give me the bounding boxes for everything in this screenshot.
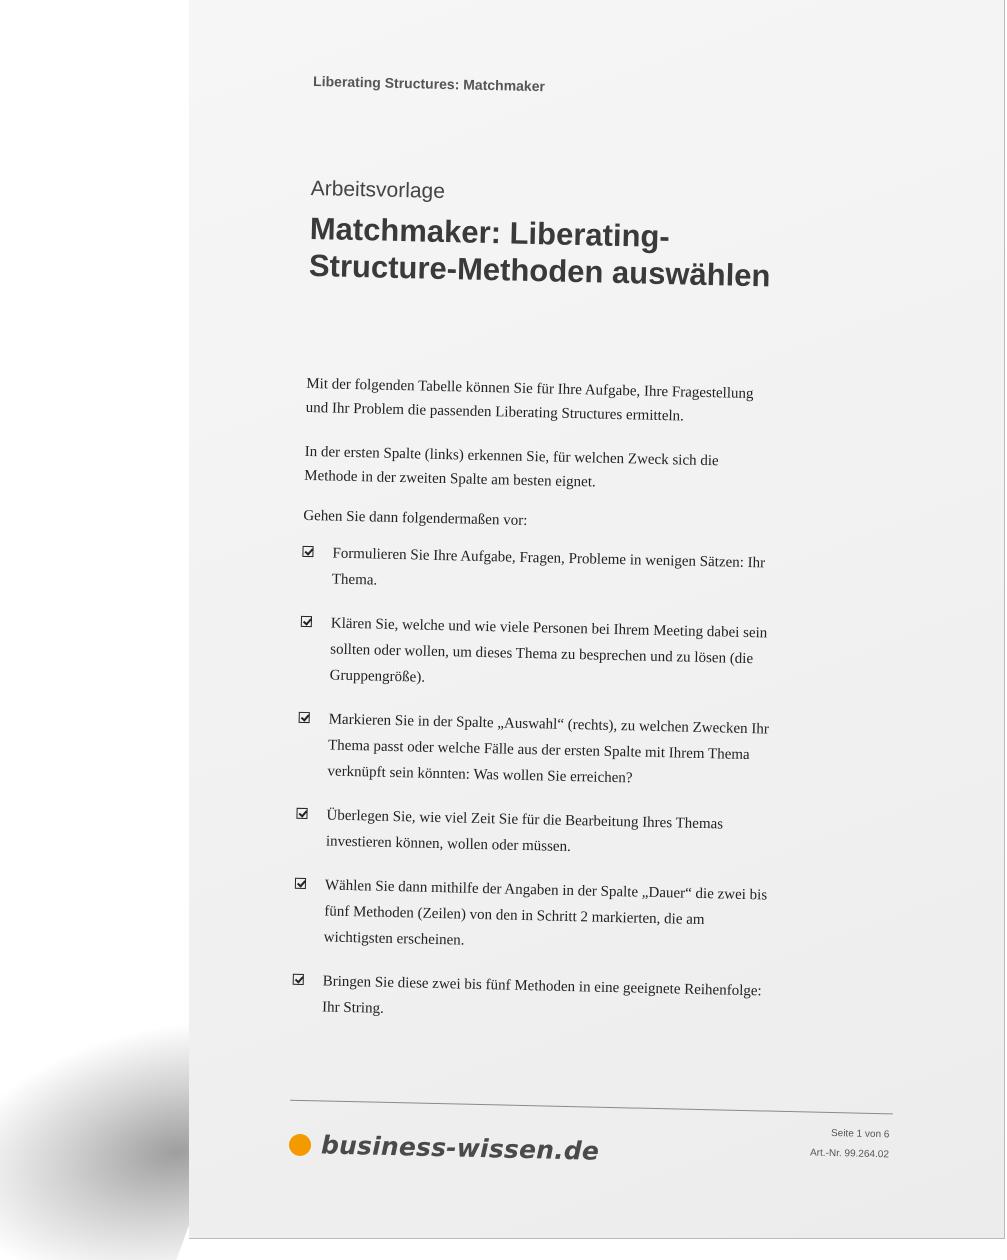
- brand-dot-icon: [289, 1133, 311, 1155]
- brand-name: business-wissen.de: [320, 1130, 600, 1166]
- article-number: Art.-Nr. 99.264.02: [809, 1147, 890, 1161]
- step-text: Markieren Sie in der Spalte „Auswahl“ (rechts), zu welchen Zwecken Ihr Thema passt oder welche Fälle aus der ersten Spalte mit Ihrem Thema verknüpft sein könnten: Was wollen Sie erreichen?: [327, 711, 769, 787]
- steps-list: [292, 540, 783, 1031]
- checkbox-checked-icon: [295, 878, 306, 889]
- checkbox-checked-icon: [293, 974, 304, 985]
- list-item: [296, 802, 777, 865]
- footer-divider: [290, 1100, 893, 1115]
- intro-paragraph-2: In der ersten Spalte (links) erkennen Sie, für welchen Zweck sich die Methode in der zweiten Spalte am besten eignet.: [304, 443, 719, 491]
- list-item: [293, 872, 775, 961]
- list-item: [302, 540, 783, 603]
- list-item: [299, 610, 781, 699]
- intro-paragraph-1: Mit der folgenden Tabelle können Sie für Ihre Aufgabe, Ihre Fragestellung und Ihr Problem die passenden Liberating Structures ermitteln.: [305, 375, 754, 425]
- page-number: Seite 1 von 6: [830, 1128, 890, 1141]
- checkbox-checked-icon: [301, 616, 312, 627]
- list-item: [297, 706, 779, 795]
- intro-paragraph-3: Gehen Sie dann folgendermaßen vor:: [303, 507, 528, 529]
- step-text: Bringen Sie diese zwei bis fünf Methoden in eine geeignete Reihenfolge: Ihr String.: [321, 973, 762, 1017]
- running-header: Liberating Structures: Matchmaker: [312, 72, 546, 95]
- page-body: [287, 0, 935, 1255]
- page-title: Matchmaker: Liberating-Structure-Methoden auswählen: [308, 210, 771, 294]
- title-kicker: Arbeitsvorlage: [310, 176, 446, 203]
- checkbox-checked-icon: [296, 808, 307, 819]
- checkbox-checked-icon: [302, 546, 313, 557]
- checkbox-checked-icon: [299, 712, 310, 723]
- step-text: Formulieren Sie Ihre Aufgabe, Fragen, Probleme in wenigen Sätzen: Ihr Thema.: [331, 545, 766, 589]
- brand-logo: [289, 1130, 600, 1166]
- step-text: Klären Sie, welche und wie viele Personen bei Ihrem Meeting dabei sein sollten oder wollen, um dieses Thema zu besprechen und zu lösen (die Gruppengröße).: [329, 615, 768, 686]
- step-text: Wählen Sie dann mithilfe der Angaben in der Spalte „Dauer“ die zwei bis fünf Methoden (Zeilen) von den in Schritt 2 markierten, die am wichtigsten erscheinen.: [323, 877, 768, 949]
- list-item: [292, 968, 773, 1031]
- page-info: [810, 1124, 890, 1166]
- step-text: Überlegen Sie, wie viel Zeit Sie für die Bearbeitung Ihres Themas investieren können, wollen oder müssen.: [325, 807, 724, 856]
